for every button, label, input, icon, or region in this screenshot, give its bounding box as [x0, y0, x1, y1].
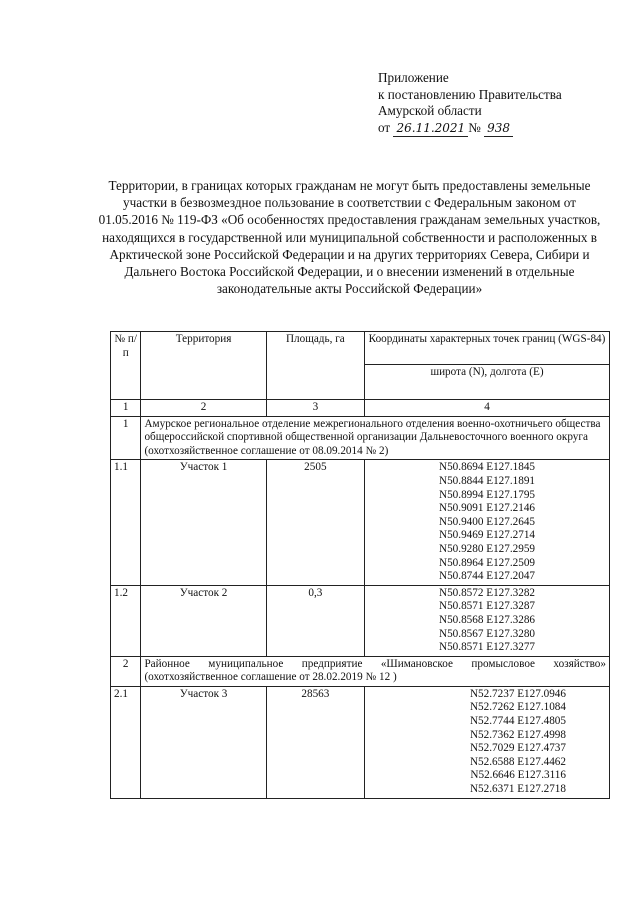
- group-name: Районное муниципальное предприятие «Шимановское промысловое хозяйство» (охотхозяйственное соглашение от 28.02.2019 № 12 ): [141, 656, 610, 686]
- coordinate-point: N50.8744 E127.2047: [439, 570, 536, 583]
- plot-row: [111, 686, 610, 798]
- plot-coordinates: [365, 585, 610, 656]
- coordinate-point: N50.8572 E127.3282: [439, 586, 536, 599]
- plot-name: Участок 3: [141, 686, 266, 798]
- col-number: 4: [365, 400, 610, 417]
- plot-row: [111, 585, 610, 656]
- group-row: [111, 656, 610, 686]
- plot-number: 1.2: [111, 585, 141, 656]
- document-title: Территории, в границах которых гражданам не могут быть предоставлены земельные участки в безвозмездное пользование в соответствии с Федеральным законом от 01.05.2016 № 119-ФЗ «Об особенностях предоставления гражданам земельных участков, находящихся в государственной или муниципальной собственности и расположенных в Арктической зоне Российской Федерации и на других территориях Севера, Сибири и Дальнего Востока Российской Федерации, и о внесении изменений в отдельные законодательные акты Российской Федерации»: [98, 178, 601, 297]
- header-area: Площадь, га: [266, 332, 364, 400]
- column-numbers-row: [111, 400, 610, 417]
- coordinate-point: N50.8571 E127.3287: [439, 600, 536, 613]
- appendix-region: Амурской области: [378, 103, 482, 119]
- plot-coordinates: [365, 686, 610, 798]
- col-number: 1: [111, 400, 141, 417]
- header-num: № п/п: [111, 332, 141, 400]
- appendix-date-line: [378, 120, 562, 138]
- coordinate-point: N50.9280 E127.2959: [439, 542, 536, 555]
- coordinate-point: N50.9091 E127.2146: [439, 502, 536, 515]
- coordinate-list: [368, 461, 606, 583]
- appendix-decree-ref: к постановлению Правительства: [378, 86, 562, 102]
- coordinate-point: N50.8571 E127.3277: [439, 641, 536, 654]
- table-header-row: [111, 332, 610, 365]
- header-coords-sub: широта (N), долгота (E): [365, 365, 610, 400]
- group-name: Амурское региональное отделение межрегионального отделения военно-охотничьего общества общероссийской спортивной общественной организации Дальневосточного военного округа (охотхозяйственное соглашение от 08.09.2014 № 2): [141, 416, 610, 460]
- number-prefix: №: [468, 119, 481, 135]
- coordinate-point: N50.9469 E127.2714: [439, 529, 536, 542]
- coordinate-point: N50.8844 E127.1891: [439, 474, 536, 487]
- plot-row: [111, 460, 610, 585]
- territories-table: [110, 331, 610, 799]
- plot-coordinates: [365, 460, 610, 585]
- col-number: 3: [266, 400, 364, 417]
- plot-number: 1.1: [111, 460, 141, 585]
- plot-area: 0,3: [266, 585, 364, 656]
- plot-name: Участок 2: [141, 585, 266, 656]
- coordinate-point: N50.8568 E127.3286: [439, 613, 536, 626]
- coordinate-point: N52.7744 E127.4805: [469, 715, 566, 728]
- coordinate-point: N52.7029 E127.4737: [469, 742, 566, 755]
- coordinate-point: N52.6588 E127.4462: [469, 755, 566, 768]
- handwritten-number: 938: [484, 120, 513, 138]
- appendix-block: [378, 70, 562, 137]
- appendix-label: Приложение: [378, 70, 449, 85]
- group-number: 1: [111, 416, 141, 460]
- date-prefix: от: [378, 119, 391, 135]
- plot-area: 2505: [266, 460, 364, 585]
- coordinate-point: N50.9400 E127.2645: [439, 515, 536, 528]
- coordinate-point: N50.8694 E127.1845: [439, 461, 536, 474]
- col-number: 2: [141, 400, 266, 417]
- plot-area: 28563: [266, 686, 364, 798]
- handwritten-date: 26.11.2021: [393, 120, 468, 138]
- coordinate-point: N50.8567 E127.3280: [439, 627, 536, 640]
- coordinate-point: N52.7237 E127.0946: [469, 687, 566, 700]
- group-row: [111, 416, 610, 460]
- coordinate-list: [368, 587, 606, 655]
- coordinate-point: N52.7262 E127.1084: [469, 701, 566, 714]
- coordinate-point: N50.8964 E127.2509: [439, 556, 536, 569]
- plot-name: Участок 1: [141, 460, 266, 585]
- header-coords: Координаты характерных точек границ (WGS-84): [365, 332, 610, 365]
- coordinate-point: N50.8994 E127.1795: [439, 488, 536, 501]
- coordinate-point: N52.6646 E127.3116: [470, 769, 566, 782]
- coordinate-list: [368, 688, 606, 797]
- plot-number: 2.1: [111, 686, 141, 798]
- group-number: 2: [111, 656, 141, 686]
- coordinate-point: N52.6371 E127.2718: [469, 783, 566, 796]
- header-territory: Территория: [141, 332, 266, 400]
- coordinate-point: N52.7362 E127.4998: [469, 728, 566, 741]
